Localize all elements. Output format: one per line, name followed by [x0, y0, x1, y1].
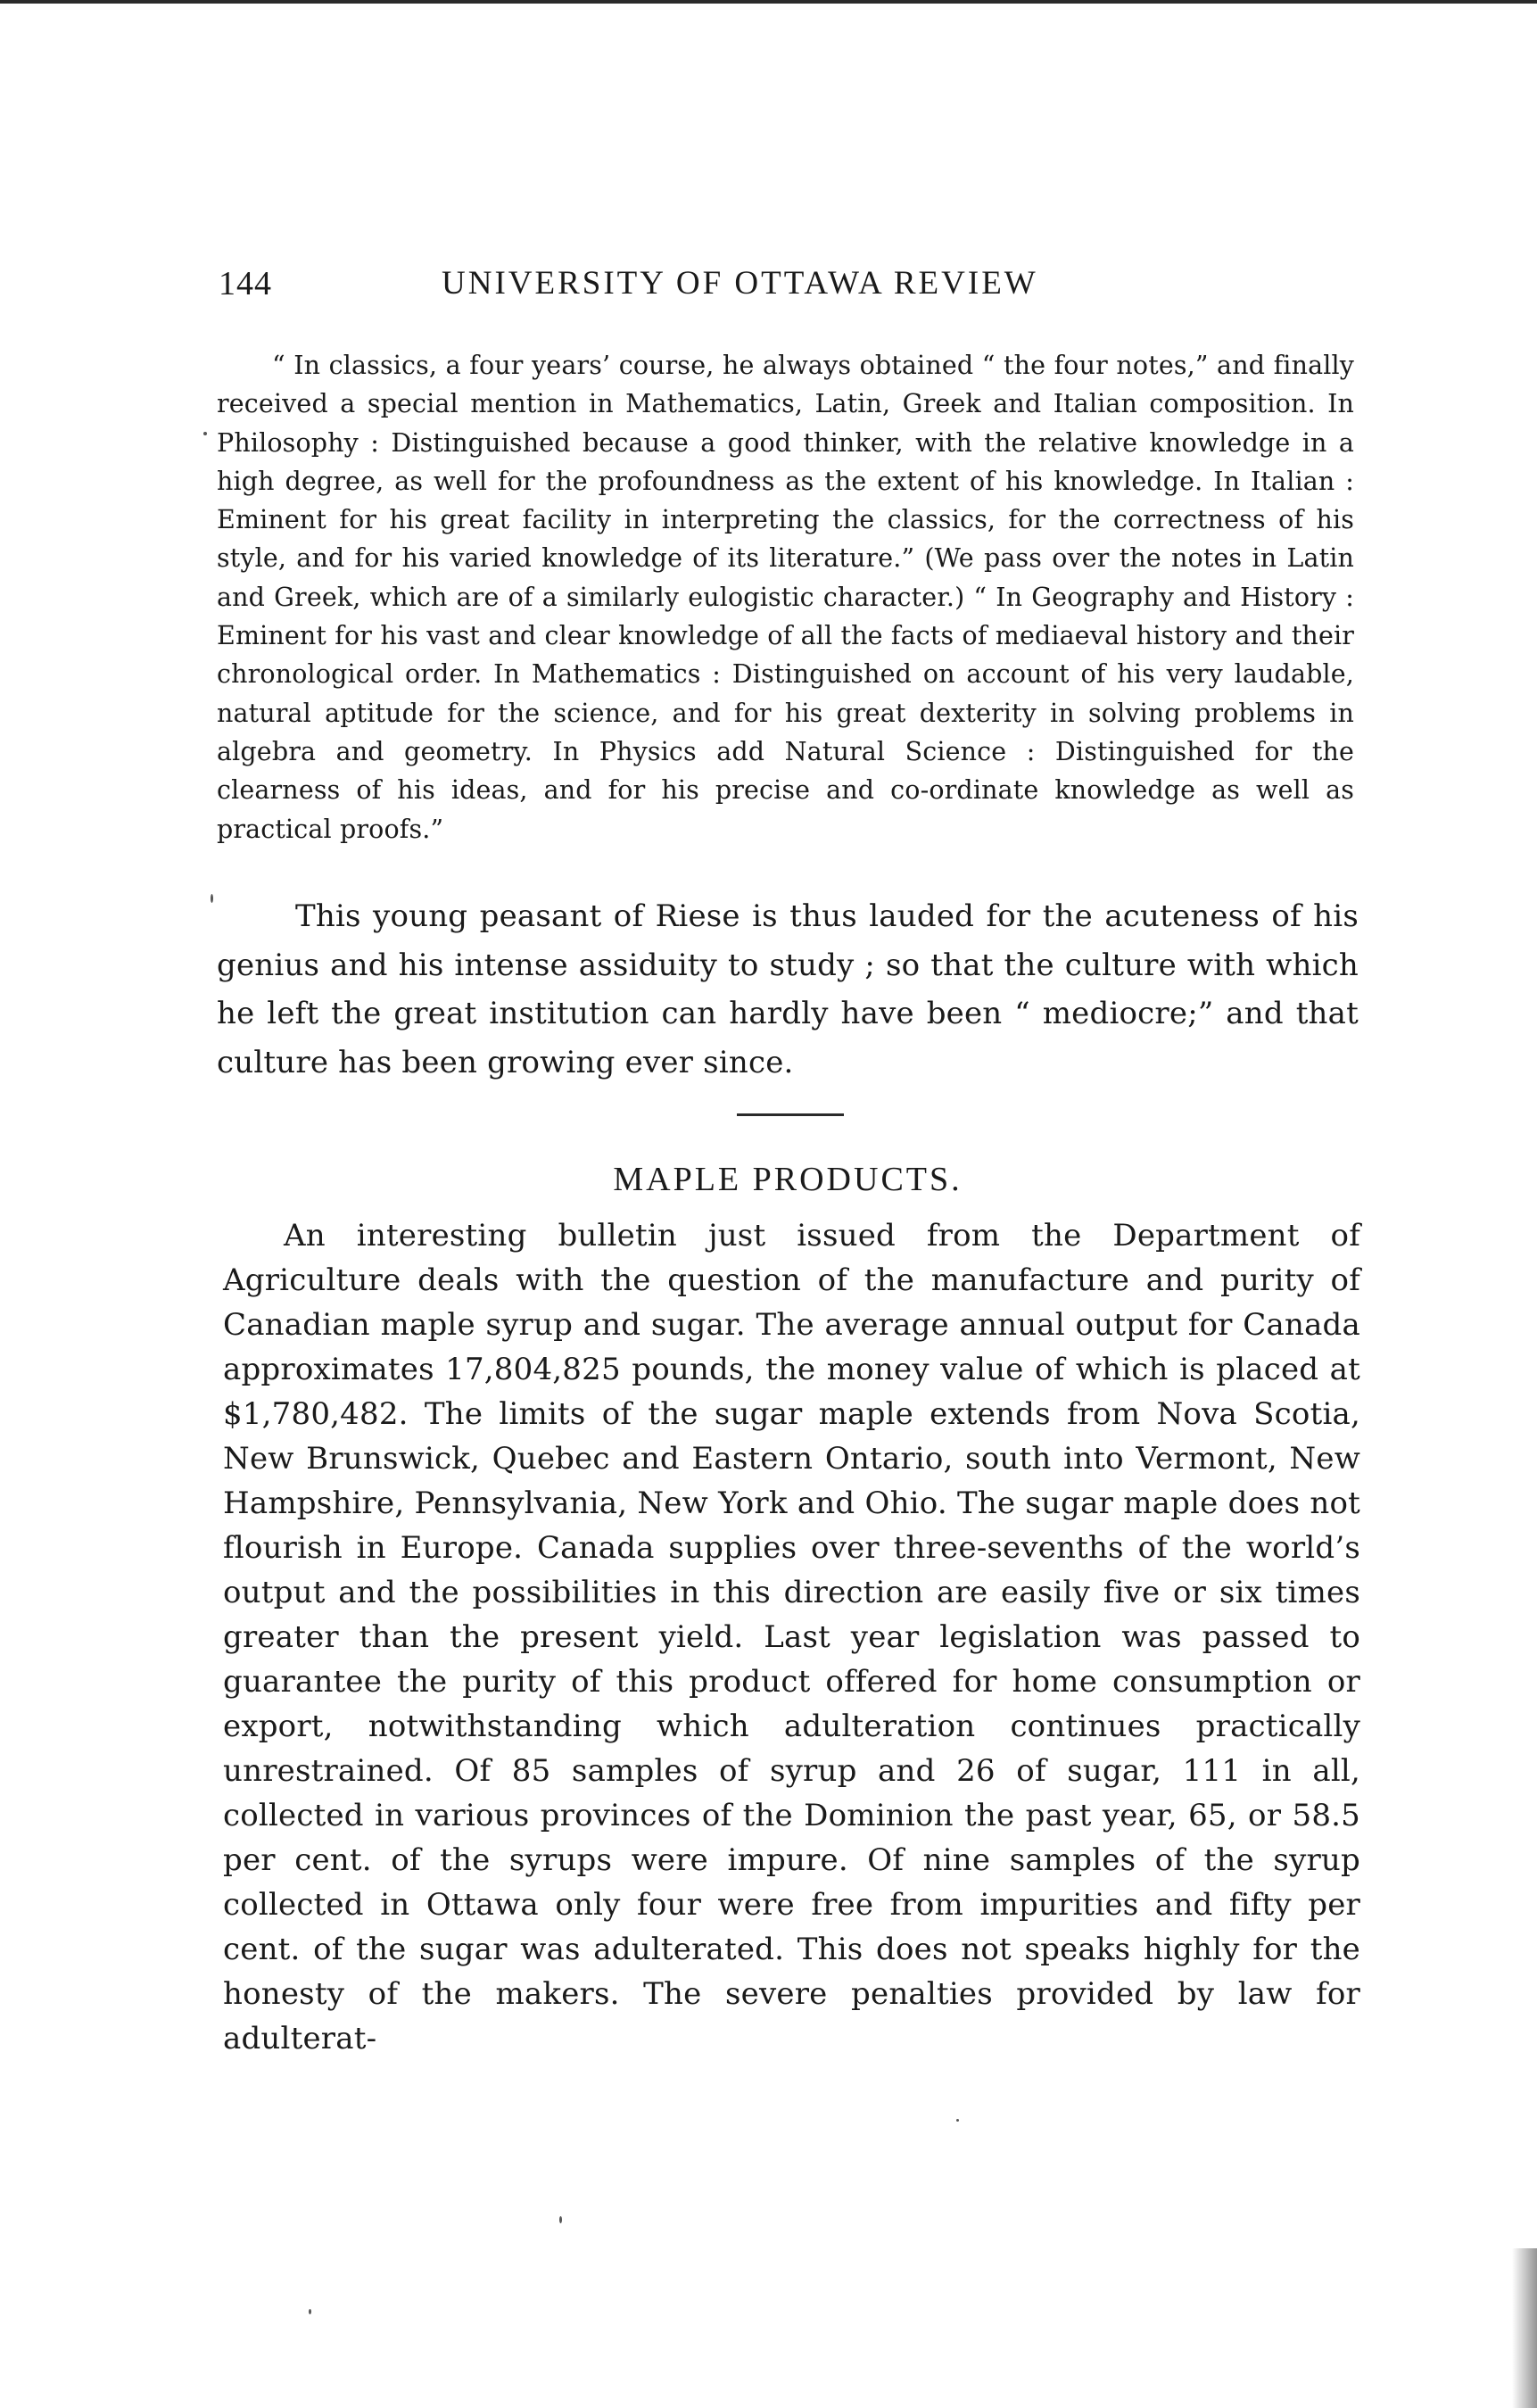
page-number: 144 [219, 265, 272, 302]
margin-speck [203, 432, 207, 435]
margin-speck [559, 2216, 562, 2223]
maple-products-paragraph [223, 1213, 1360, 2061]
maple-products-text: An interesting bulletin just issued from the Department of Agriculture deals with the question of the manufacture and purity of Canadian maple syrup and sugar. The average annual output for Canada approximates 17,804,825 pounds, the money value of which is placed at $1,780,482. The limits of the sugar maple extends from Nova Scotia, New Brunswick, Quebec and Eastern Ontario, south into Vermont, New Hampshire, Pennsylvania, New York and Ohio. The sugar maple does not flourish in Europe. Canada supplies over three-sevenths of the world’s output and the possibilities in this direction are easily five or six times greater than the present yield. Last year legislation was passed to guarantee the purity of this product offered for home consumption or export, notwithstanding which adulteration continues practically unrestrained. Of 85 samples of syrup and 26 of sugar, 111 in all, collected in various provinces of the Dominion the past year, 65, or 58.5 per cent. of the syrups were impure. Of nine samples of the syrup collected in Ottawa only four were free from impurities and fifty per cent. of the sugar was adulterated. This does not speaks highly for the honesty of the makers. The severe penalties provided by law for adulterat- [223, 1218, 1360, 2056]
top-edge-rule [0, 0, 1537, 4]
section-divider [737, 1113, 844, 1116]
page-header [219, 257, 1360, 310]
margin-speck [309, 2309, 311, 2314]
margin-speck [211, 894, 213, 903]
quoted-report-text: “ In classics, a four years’ course, he always obtained “ the four notes,” and finally received a special mention in Mathematics, Latin, Greek and Italian composition. In Philosophy : Distinguished because a good thinker, with the relative knowledge in a high degree, as well for the profoundness as the extent of his knowledge. In Italian : Eminent for his great facility in interpreting the classics, for the correctness of his style, and for his varied knowledge of its literature.” (We pass over the notes in Latin and Greek, which are of a similarly eulogistic character.) “ In Geography and History : Eminent for his vast and clear knowledge of all the facts of mediaeval history and their chronological order. In Mathematics : Distinguished on account of his very laudable, natural aptitude for the science, and for his great dexterity in solving problems in algebra and geometry. In Physics add Natural Science : Distinguished for the clearness of his ideas, and for his precise and co-ordinate knowledge as well as practical proofs.” [217, 351, 1354, 844]
running-head: UNIVERSITY OF OTTAWA REVIEW [442, 265, 1038, 302]
riese-paragraph [217, 892, 1359, 1087]
riese-paragraph-text: This young peasant of Riese is thus lauded for the acuteness of his genius and his intense assiduity to study ; so that the culture with which he left the great institution can hardly have been “ mediocre;” and that culture has been growing ever since. [217, 898, 1359, 1080]
quoted-report-block [217, 346, 1354, 848]
margin-speck [956, 2119, 959, 2122]
section-title: MAPLE PRODUCTS. [613, 1161, 963, 1198]
page-edge-shadow [1512, 2248, 1537, 2408]
